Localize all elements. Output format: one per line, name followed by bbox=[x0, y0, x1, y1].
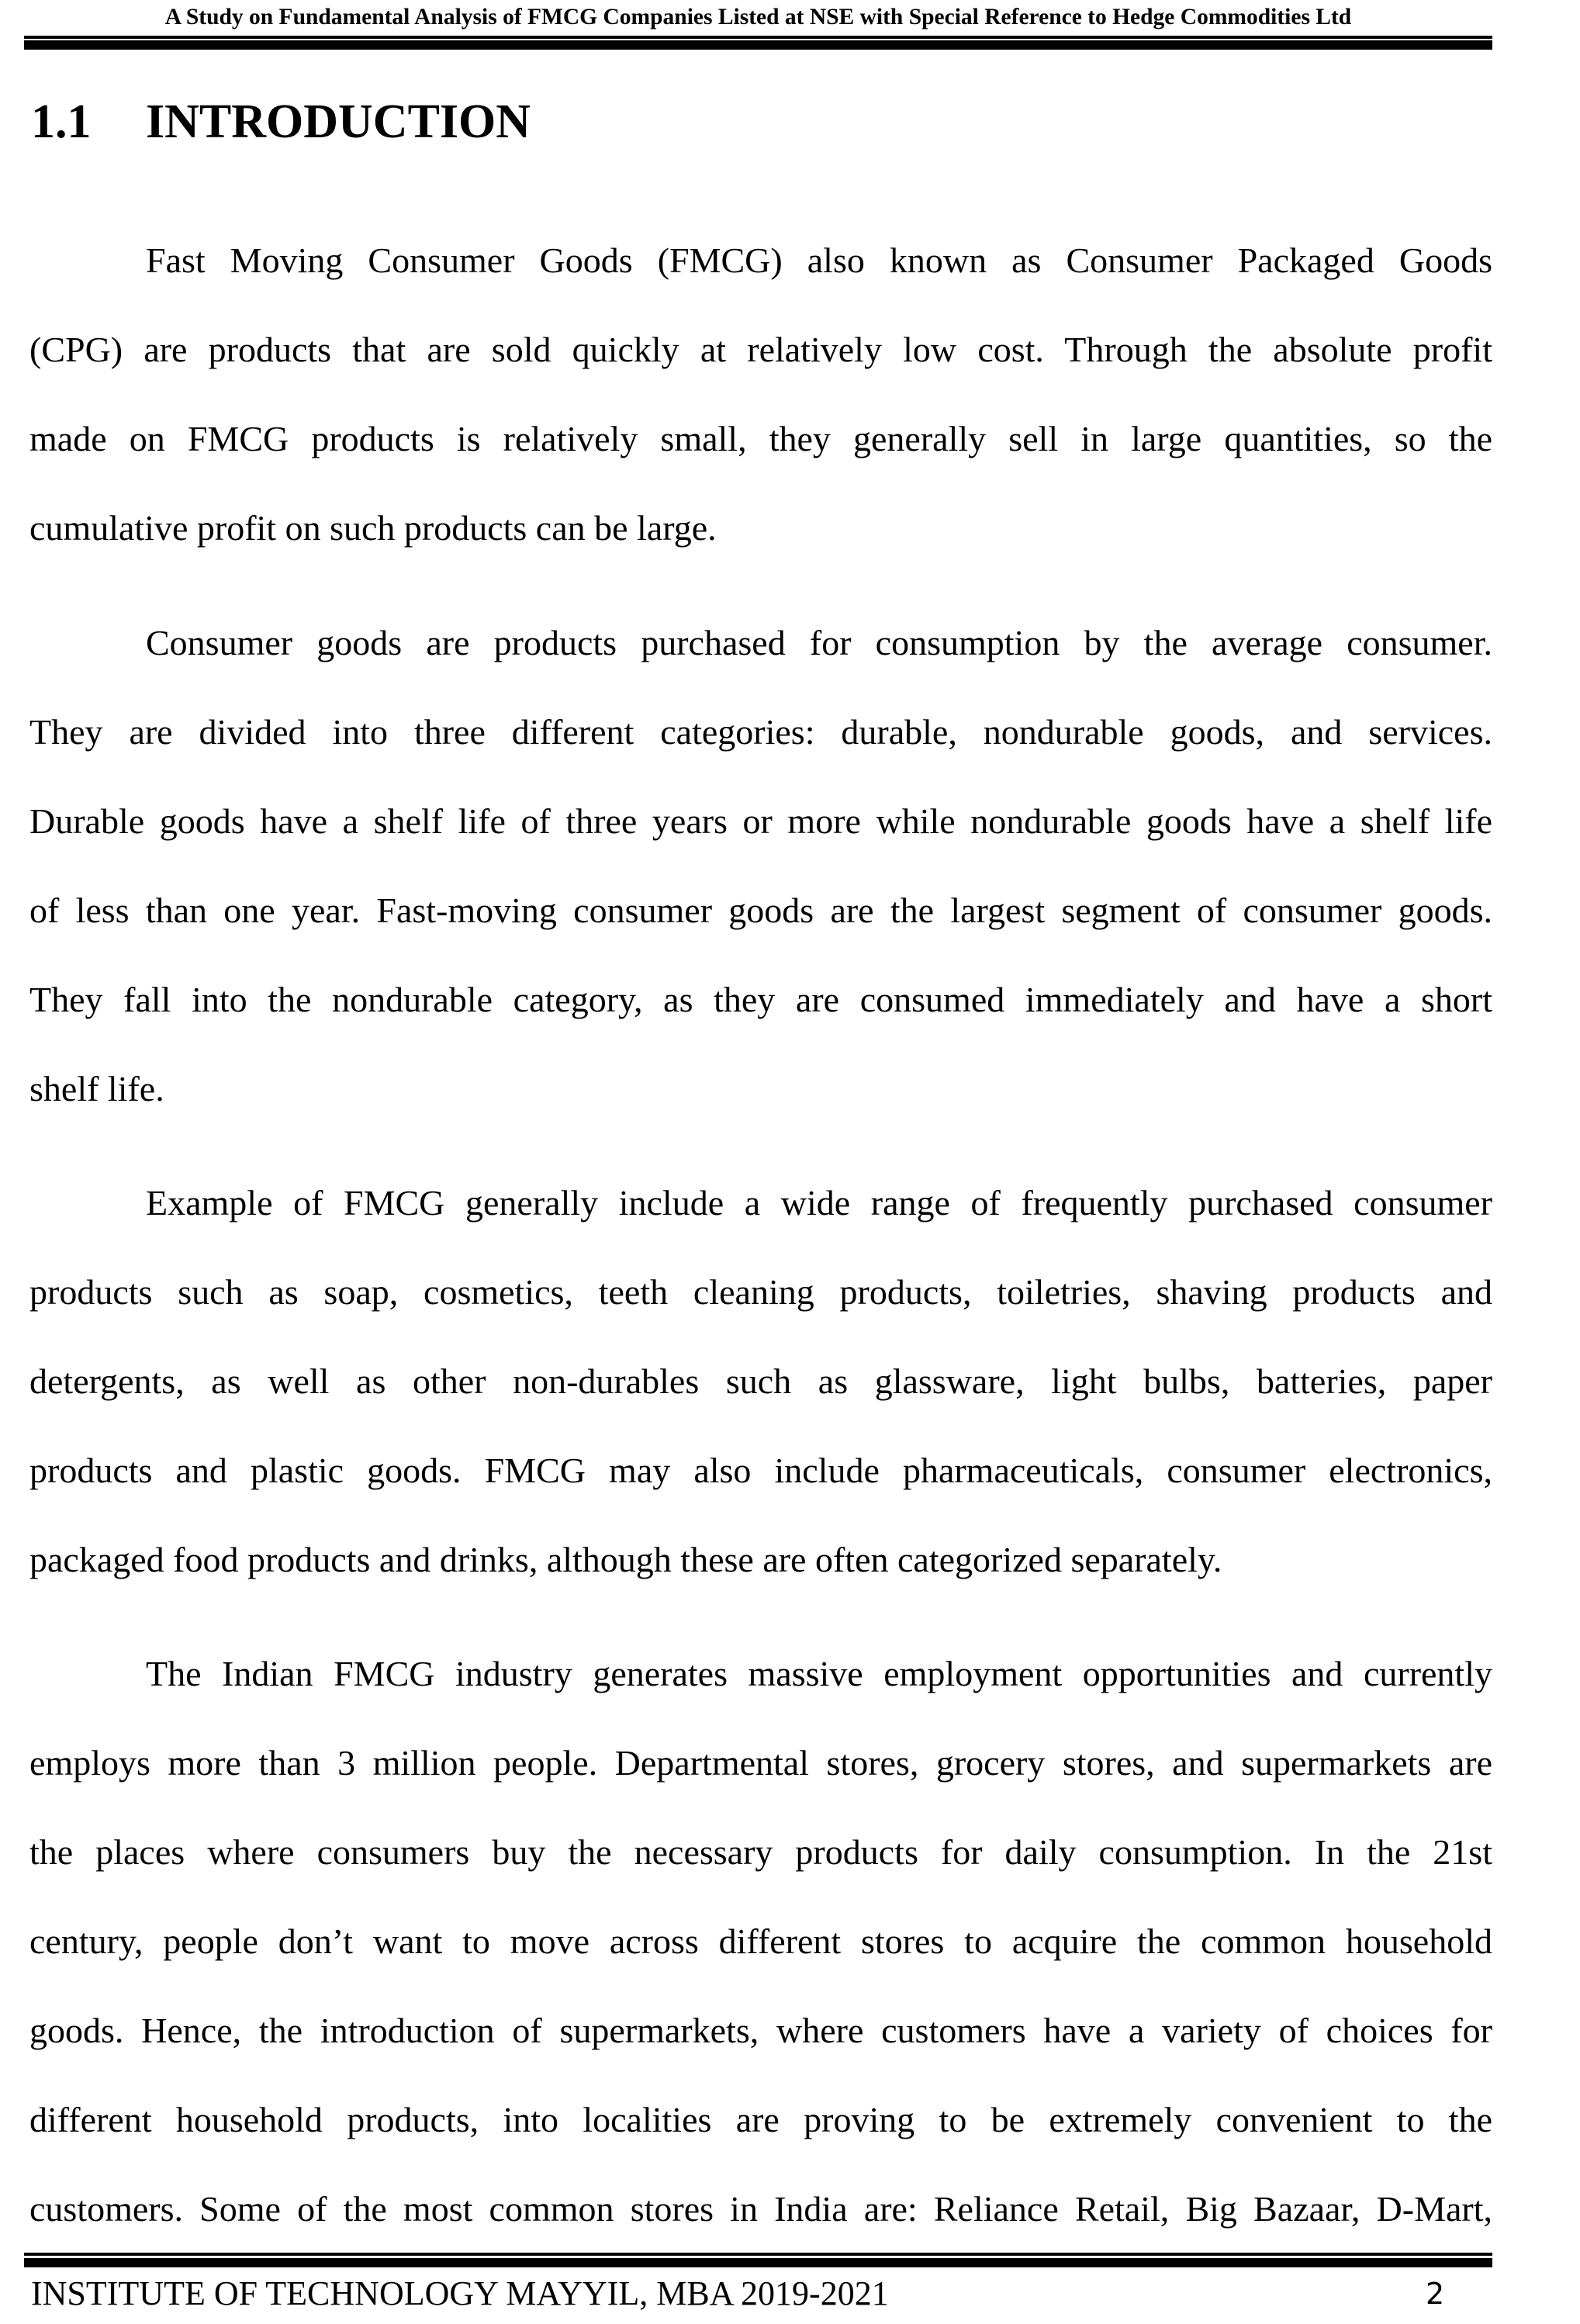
text-line: cumulative profit on such products can be large. bbox=[29, 508, 717, 548]
text-line: Example of FMCG generally include a wide range of frequently purchased consumer bbox=[146, 1183, 1492, 1223]
footer-rule-thick bbox=[24, 2258, 1492, 2267]
page-number: 2 bbox=[1426, 2277, 1445, 2311]
text-line: products such as soap, cosmetics, teeth cleaning products, toiletries, shaving products and bbox=[29, 1272, 1492, 1312]
footer-institution: INSTITUTE OF TECHNOLOGY MAYYIL, MBA 2019-2021 bbox=[31, 2274, 889, 2312]
text-line: employs more than 3 million people. Departmental stores, grocery stores, and supermarkets are bbox=[29, 1743, 1492, 1783]
text-line: Consumer goods are products purchased for consumption by the average consumer. bbox=[146, 623, 1492, 662]
text-line: detergents, as well as other non-durables such as glassware, light bulbs, batteries, paper bbox=[29, 1361, 1492, 1401]
text-line: products and plastic goods. FMCG may also include pharmaceuticals, consumer electronics, bbox=[29, 1451, 1492, 1490]
header-rule-thick bbox=[24, 40, 1492, 50]
text-line: century, people don’t want to move across different stores to acquire the common household bbox=[29, 1921, 1492, 1961]
running-header: A Study on Fundamental Analysis of FMCG Companies Listed at NSE with Special Reference to Hedge Commodities Ltd bbox=[164, 5, 1352, 29]
text-line: shelf life. bbox=[29, 1069, 164, 1108]
footer-rule-thin bbox=[24, 2253, 1492, 2256]
text-line: They fall into the nondurable category, as they are consumed immediately and have a short bbox=[29, 980, 1492, 1019]
text-line: They are divided into three different categories: durable, nondurable goods, and services. bbox=[29, 712, 1492, 752]
text-line: Fast Moving Consumer Goods (FMCG) also known as Consumer Packaged Goods bbox=[146, 240, 1492, 280]
section-number: 1.1 bbox=[31, 95, 92, 148]
text-line: the places where consumers buy the necessary products for daily consumption. In the 21st bbox=[29, 1832, 1492, 1872]
text-line: (CPG) are products that are sold quickly at relatively low cost. Through the absolute profit bbox=[29, 330, 1492, 369]
section-title: INTRODUCTION bbox=[146, 95, 531, 148]
text-line: of less than one year. Fast-moving consumer goods are the largest segment of consumer goods. bbox=[29, 891, 1492, 930]
text-line: The Indian FMCG industry generates massive employment opportunities and currently bbox=[146, 1654, 1492, 1693]
text-line: customers. Some of the most common stores in India are: Reliance Retail, Big Bazaar, D-Mart, bbox=[29, 2189, 1492, 2229]
header-rule-thin bbox=[24, 36, 1492, 39]
text-line: Durable goods have a shelf life of three years or more while nondurable goods have a shelf life bbox=[29, 801, 1492, 841]
text-line: packaged food products and drinks, although these are often categorized separately. bbox=[29, 1540, 1222, 1579]
text-line: goods. Hence, the introduction of supermarkets, where customers have a variety of choices for bbox=[29, 2011, 1492, 2050]
text-line: made on FMCG products is relatively small, they generally sell in large quantities, so the bbox=[29, 419, 1492, 458]
text-line: different household products, into localities are proving to be extremely convenient to the bbox=[29, 2100, 1492, 2139]
